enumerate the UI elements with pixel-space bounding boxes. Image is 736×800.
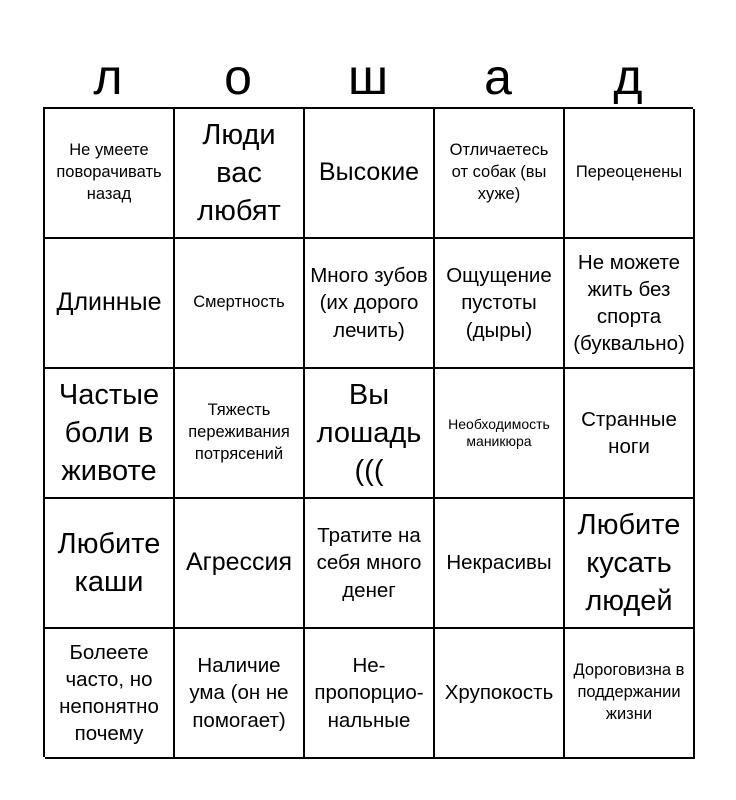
bingo-cell[interactable]: Любите кусать людей [565,499,695,629]
bingo-cell[interactable]: Не можете жить без спорта (буквально) [565,239,695,369]
bingo-cell[interactable]: Не-пропорцио-нальные [305,629,435,759]
bingo-cell[interactable]: Частые боли в животе [45,369,175,499]
header-letter-2: о [224,49,252,105]
bingo-cell[interactable]: Тратите на себя много денег [305,499,435,629]
bingo-cell[interactable]: Болеете часто, но непонятно почему [45,629,175,759]
bingo-cell[interactable]: Необходимость маникюра [435,369,565,499]
bingo-cell[interactable]: Длинные [45,239,175,369]
header-letter-5: д [613,49,643,105]
bingo-cell[interactable]: Много зубов (их дорого лечить) [305,239,435,369]
bingo-cell[interactable]: Дороговизна в поддержании жизни [565,629,695,759]
bingo-cell[interactable]: Тяжесть переживания потрясений [175,369,305,499]
bingo-cell[interactable]: Ощущение пустоты (дыры) [435,239,565,369]
bingo-cell[interactable]: Отличаетесь от собак (вы хуже) [435,109,565,239]
bingo-cell[interactable]: Некрасивы [435,499,565,629]
header-letter-4: а [484,49,512,105]
bingo-cell[interactable]: Люди вас любят [175,109,305,239]
bingo-cell[interactable]: Высокие [305,109,435,239]
bingo-cell[interactable]: Любите каши [45,499,175,629]
bingo-cell[interactable]: Агрессия [175,499,305,629]
bingo-cell[interactable]: Наличие ума (он не помогает) [175,629,305,759]
bingo-cell[interactable]: Смертность [175,239,305,369]
bingo-cell[interactable]: Странные ноги [565,369,695,499]
bingo-grid [43,107,693,757]
bingo-cell[interactable]: Не умеете поворачивать назад [45,109,175,239]
bingo-cell[interactable]: Хрупокость [435,629,565,759]
bingo-cell[interactable]: Вы лошадь ((( [305,369,435,499]
bingo-header [43,48,693,106]
header-letter-3: ш [347,49,389,105]
header-letter-1: л [93,49,123,105]
bingo-cell[interactable]: Переоценены [565,109,695,239]
